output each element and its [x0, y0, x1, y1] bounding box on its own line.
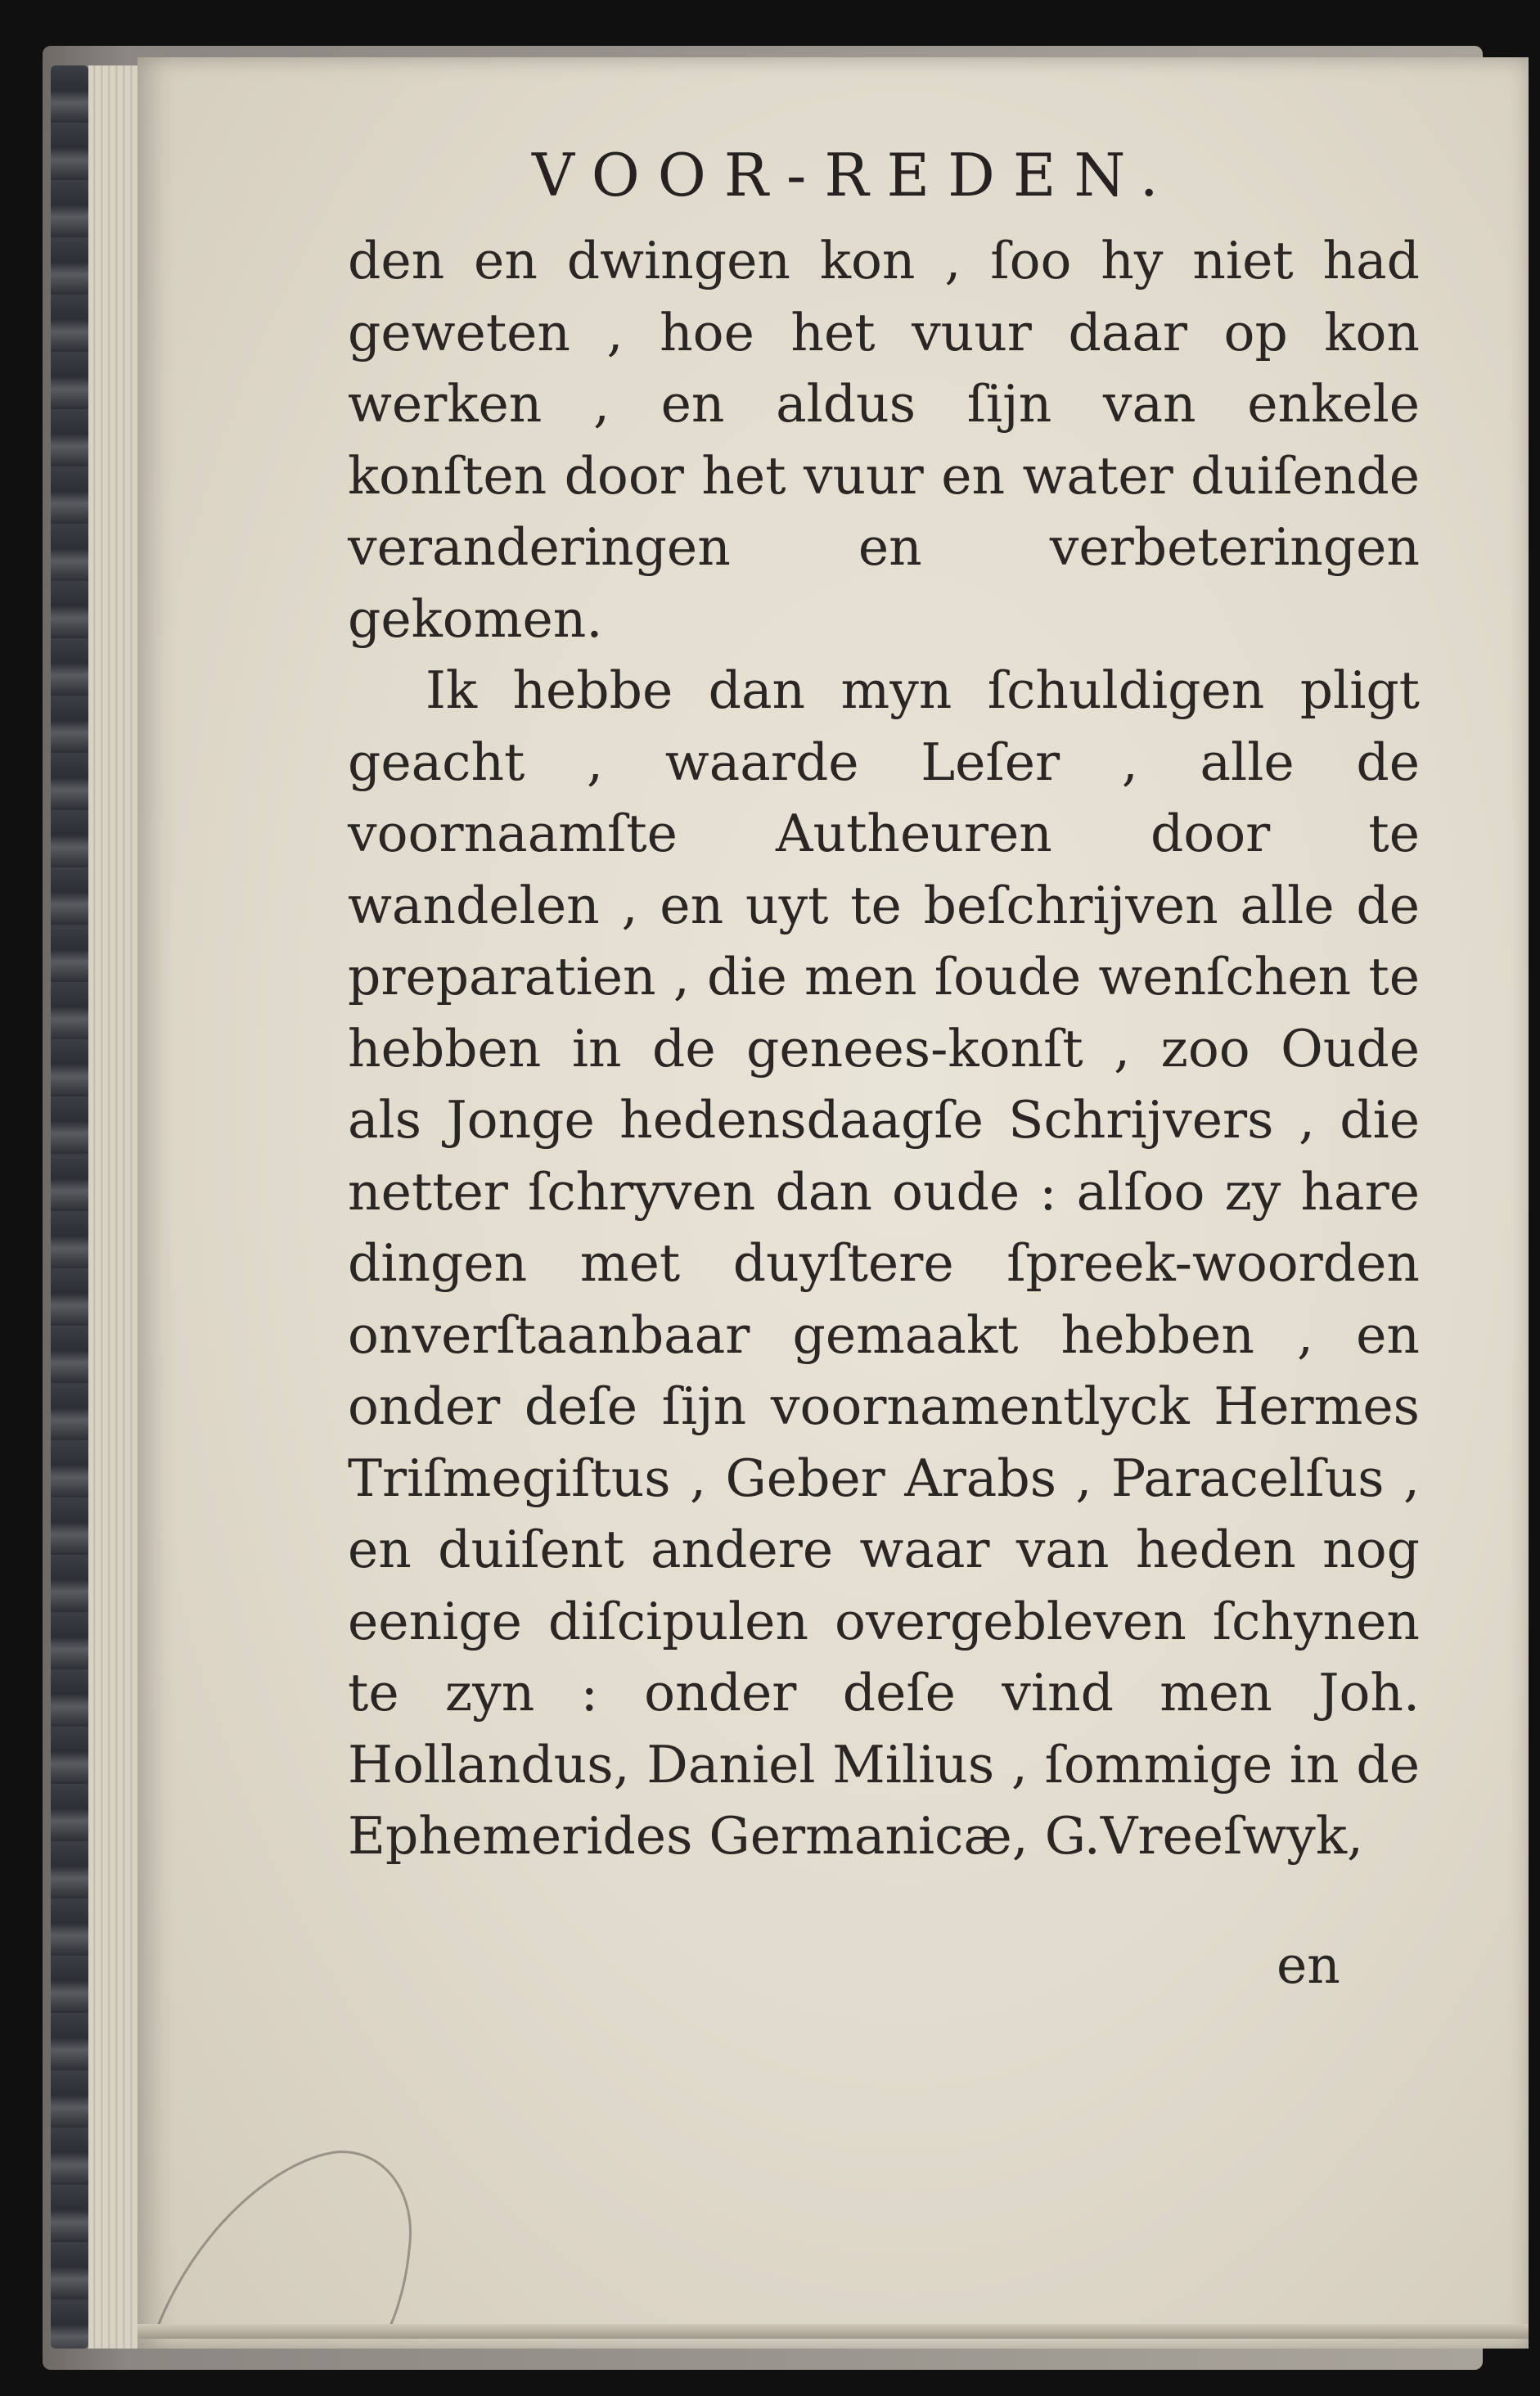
book-spine — [51, 65, 88, 2349]
running-head: VOOR-REDEN. — [532, 141, 1177, 209]
paragraph-continued: den en dwingen kon , ſoo hy niet had geweten , hoe het vuur daar op kon werken , en aldus ſijn van enkele konſten door het vuur en water duiſende veranderingen en verbeteringen gekomen. — [348, 231, 1420, 649]
paragraph-main: Ik hebbe dan myn ſchuldigen pligt geacht , waarde Leſer , alle de voornaamſte Autheuren door te wandelen , en uyt te beſchrijven alle de preparatien , die men ſoude wenſchen te hebben in de genees-konſt , zoo Oude als Jonge hedensdaagſe Schrijvers , die netter ſchryven dan oude : alſoo zy hare dingen met duyſtere ſpreek-woorden onverſtaanbaar gemaakt hebben , en onder deſe ſijn voornamentlyck Hermes Triſmegiſtus , Geber Arabs , Paracelſus , en duiſent andere waar van heden nog eenige diſcipulen overgebleven ſchynen te zyn : onder deſe vind men Joh. Hollandus, Daniel Milius , ſommige in de Ephemerides Germanicæ, G.Vreeſwyk, — [348, 660, 1420, 1866]
page-body — [348, 225, 1420, 1872]
catchword: en — [1277, 1935, 1340, 1995]
page-bottom-edge — [137, 2324, 1529, 2339]
pencil-scribble — [147, 2128, 458, 2340]
